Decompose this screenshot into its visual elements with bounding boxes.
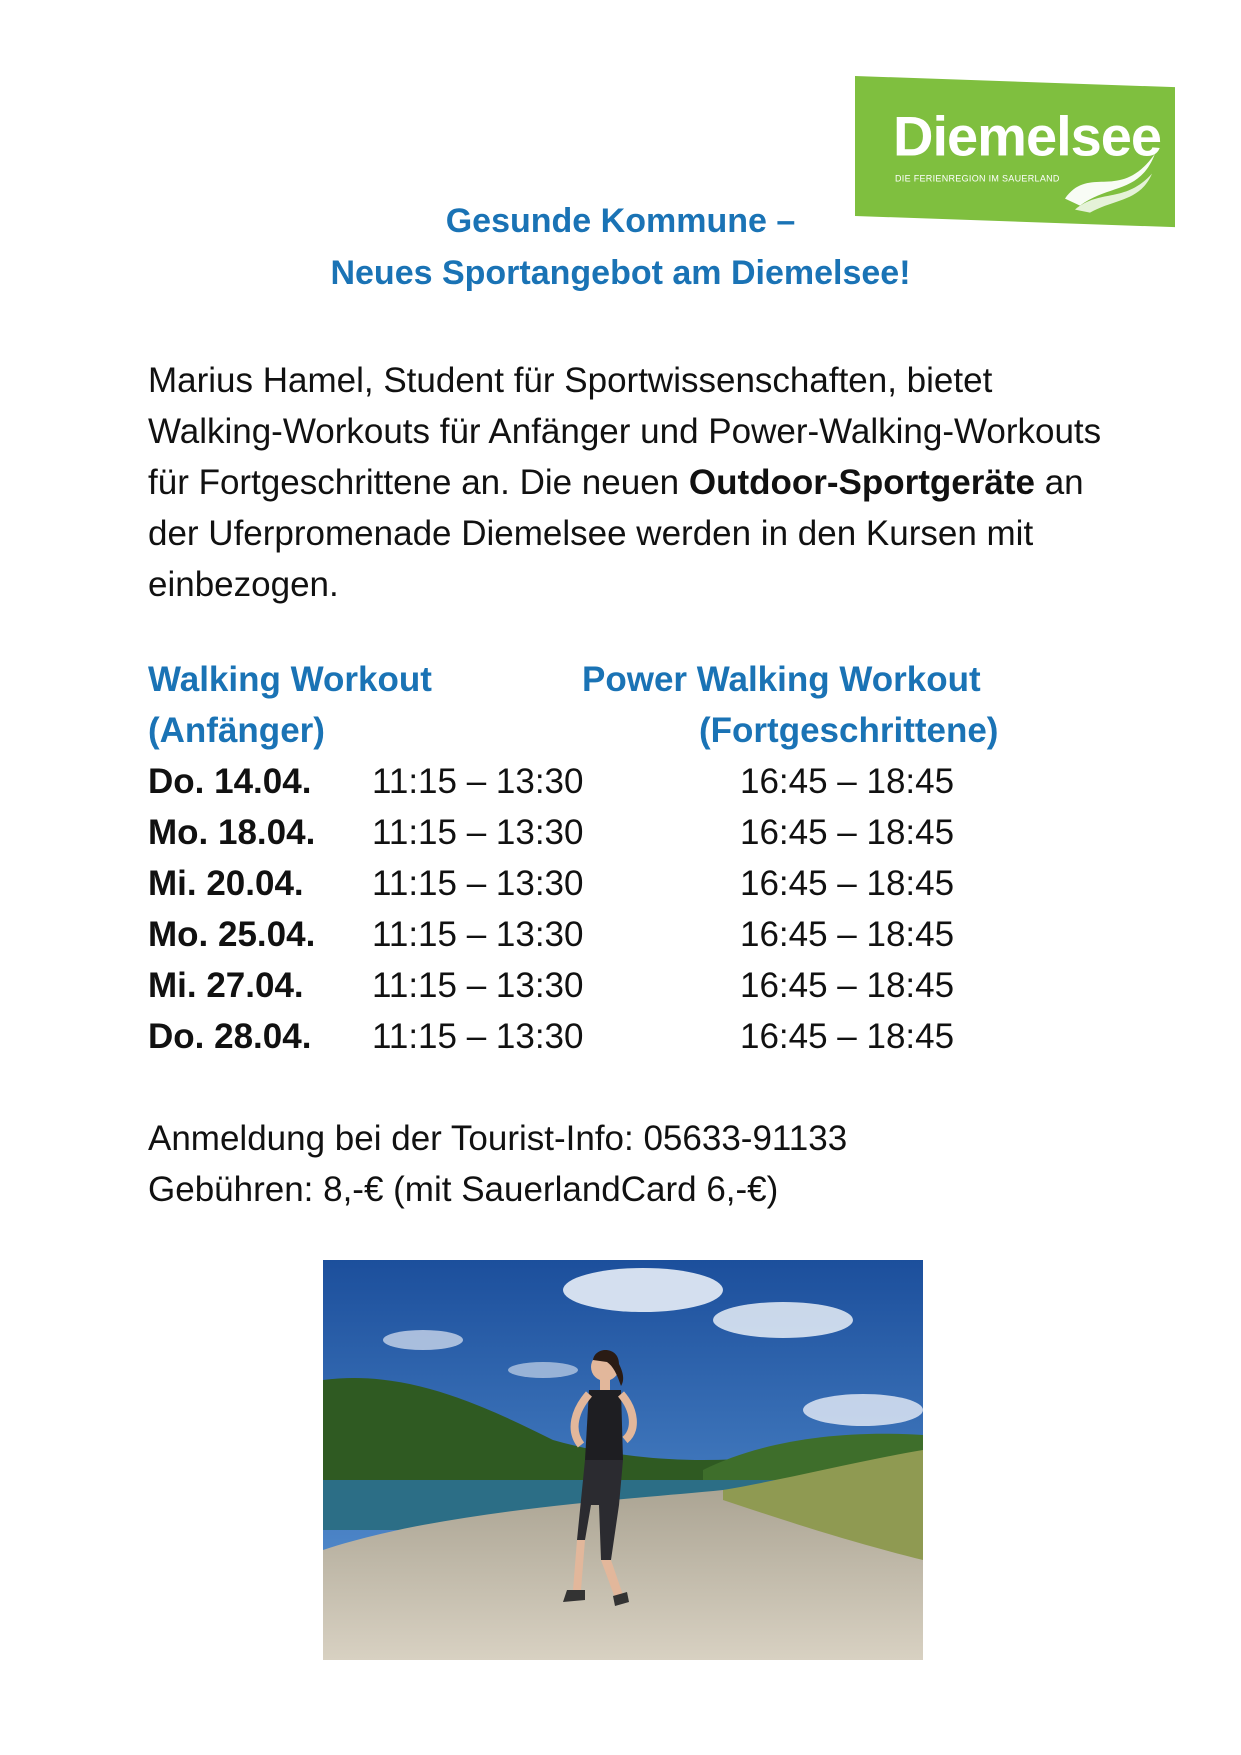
logo-wordmark: Diemelsee xyxy=(893,104,1162,168)
schedule-row xyxy=(0,909,1241,960)
intro-paragraph xyxy=(148,355,1108,610)
schedule-row xyxy=(0,807,1241,858)
row-beginner-time: 11:15 – 13:30 xyxy=(372,966,584,1005)
row-beginner-time: 11:15 – 13:30 xyxy=(372,813,584,852)
row-advanced-time: 16:45 – 18:45 xyxy=(740,1017,955,1056)
jogging-photo xyxy=(323,1260,923,1660)
row-advanced-time: 16:45 – 18:45 xyxy=(740,813,955,852)
row-beginner-time: 11:15 – 13:30 xyxy=(372,1017,584,1056)
row-date: Mi. 27.04. xyxy=(148,966,304,1005)
row-advanced-time: 16:45 – 18:45 xyxy=(740,966,955,1005)
schedule-row xyxy=(0,756,1241,807)
row-advanced-time: 16:45 – 18:45 xyxy=(740,915,955,954)
row-date: Mo. 18.04. xyxy=(148,813,316,852)
schedule-row xyxy=(0,858,1241,909)
schedule-row xyxy=(0,960,1241,1011)
advanced-subheading: (Fortgeschrittene) xyxy=(699,711,999,750)
schedule-row xyxy=(0,1011,1241,1062)
title-line-1: Gesunde Kommune – xyxy=(445,202,796,240)
intro-text-bold: Outdoor-Sportgeräte xyxy=(688,463,1035,502)
row-date: Mi. 20.04. xyxy=(148,864,304,903)
intro-text-end: an der Uferpromenade Diemelsee werden in den Kursen mit einbezogen. xyxy=(148,463,1084,604)
beginner-subheading: (Anfänger) xyxy=(148,711,325,750)
title-line-2: Neues Sportangebot am Diemelsee! xyxy=(330,254,911,292)
row-beginner-time: 11:15 – 13:30 xyxy=(372,915,584,954)
registration-info: Anmeldung bei der Tourist-Info: 05633-91133 xyxy=(148,1119,848,1158)
row-date: Do. 14.04. xyxy=(148,762,312,801)
fees-info: Gebühren: 8,-€ (mit SauerlandCard 6,-€) xyxy=(148,1170,779,1209)
row-beginner-time: 11:15 – 13:30 xyxy=(372,762,584,801)
row-beginner-time: 11:15 – 13:30 xyxy=(372,864,584,903)
row-date: Do. 28.04. xyxy=(148,1017,312,1056)
row-advanced-time: 16:45 – 18:45 xyxy=(740,762,955,801)
row-date: Mo. 25.04. xyxy=(148,915,316,954)
beginner-heading: Walking Workout xyxy=(148,660,432,699)
row-advanced-time: 16:45 – 18:45 xyxy=(740,864,955,903)
logo-tagline: DIE FERIENREGION IM SAUERLAND xyxy=(895,173,1060,184)
advanced-heading: Power Walking Workout xyxy=(582,660,981,699)
intro-text-start: Marius Hamel, Student für Sportwissenschaften, bietet Walking-Workouts für Anfänger und Power-Walking-Workouts für Fortgeschrittene an. Die neuen xyxy=(148,361,1102,502)
